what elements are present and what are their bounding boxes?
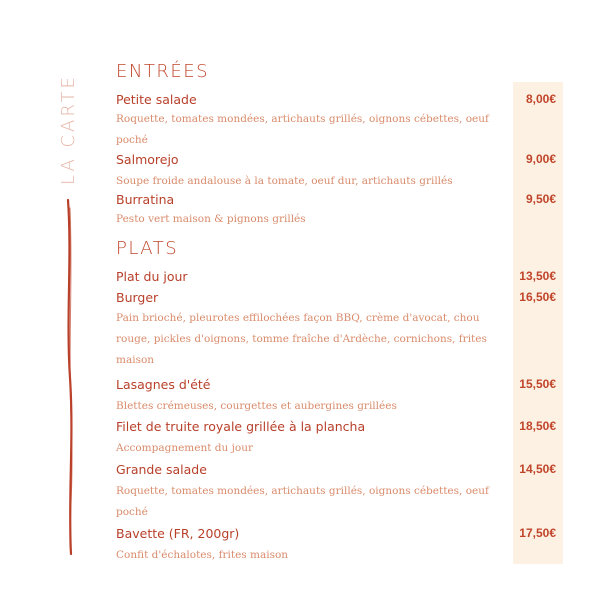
decorative-vertical-stroke <box>60 198 80 558</box>
item-name: Lasagnes d'été <box>116 377 211 392</box>
item-description: Blettes crémeuses, courgettes et aubergines grillées <box>116 400 397 412</box>
item-price: 17,50€ <box>519 526 556 540</box>
menu-item <box>116 462 566 482</box>
menu-item <box>116 419 566 439</box>
menu-item <box>116 377 566 397</box>
item-description: Soupe froide andalouse à la tomate, oeuf dur, artichauts grillés <box>116 175 453 187</box>
item-name: Plat du jour <box>116 269 188 284</box>
item-price: 15,50€ <box>519 377 556 391</box>
item-description: Pain brioché, pleurotes effilochées façon BBQ, crème d'avocat, chou rouge, pickles d'oignons, tomme fraîche d'Ardèche, cornichons, frites maison <box>116 312 487 366</box>
item-name: Burger <box>116 290 159 305</box>
menu-item <box>116 290 566 310</box>
item-name: Salmorejo <box>116 152 179 167</box>
menu-item <box>116 152 566 172</box>
item-price: 14,50€ <box>519 462 556 476</box>
section-title-entrees: ENTRÉES <box>116 61 210 82</box>
item-description: Roquette, tomates mondées, artichauts grillés, oignons cébettes, oeuf poché <box>116 485 489 518</box>
item-price: 9,50€ <box>525 192 556 206</box>
menu-item <box>116 526 566 546</box>
item-description: Accompagnement du jour <box>116 442 253 454</box>
item-description: Pesto vert maison & pignons grillés <box>116 213 306 225</box>
item-name: Filet de truite royale grillée à la plancha <box>116 419 366 434</box>
section-title-plats: PLATS <box>116 238 179 259</box>
item-price: 16,50€ <box>519 290 556 304</box>
item-name: Grande salade <box>116 462 207 477</box>
item-price: 13,50€ <box>519 269 556 283</box>
item-price: 18,50€ <box>519 419 556 433</box>
item-price: 9,00€ <box>525 152 556 166</box>
menu-item <box>116 269 566 289</box>
side-label: LA CARTE <box>58 74 79 185</box>
item-name: Burratina <box>116 192 175 207</box>
item-name: Bavette (FR, 200gr) <box>116 526 240 541</box>
item-price: 8,00€ <box>525 92 556 106</box>
item-description: Confit d'échalotes, frites maison <box>116 549 289 561</box>
item-description: Roquette, tomates mondées, artichauts grillés, oignons cébettes, oeuf poché <box>116 113 489 146</box>
item-name: Petite salade <box>116 92 197 107</box>
